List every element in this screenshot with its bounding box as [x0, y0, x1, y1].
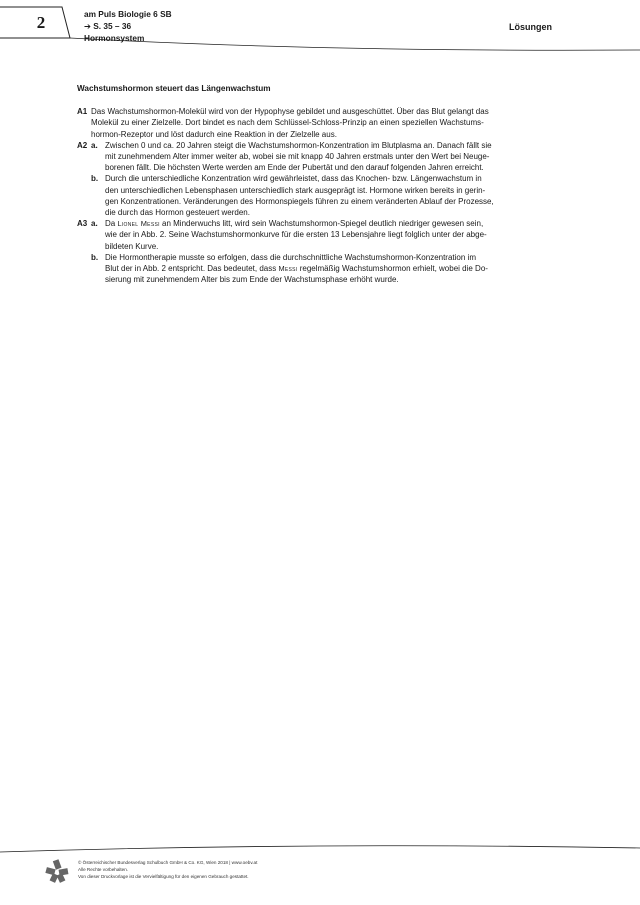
task-label: A2: [77, 140, 88, 150]
rights-line: Alle Rechte vorbehalten.: [78, 867, 129, 873]
subtask-label: b.: [91, 174, 99, 184]
topic-label: Hormonsystem: [84, 33, 145, 43]
copyright-line: © Österreichischer Bundesverlag Schulbuch GmbH & Co. KG, Wien 2018 | www.oebv.at: [78, 860, 258, 865]
book-title: am Puls Biologie 6 SB: [84, 9, 172, 19]
task-a2: [77, 140, 553, 218]
text-line: sierung mit zunehmendem Alter bis zum Ende der Wachstumsphase erhöht wurde.: [105, 275, 399, 285]
text-line: borenen fällt. Die höchsten Werte werden am Ende der Pubertät und den darauf folgenden Jahren erreicht.: [105, 163, 484, 173]
text-line: Zwischen 0 und ca. 20 Jahren steigt die Wachstumshormon-Konzentration im Blutplasma an. Danach fällt sie: [105, 140, 492, 150]
solutions-label: Lösungen: [509, 22, 552, 32]
text-line: Die Hormontherapie musste so erfolgen, dass die durchschnittliche Wachstumshormon-Konzentration im: [105, 252, 476, 262]
text-line: die durch das Hormon gesteuert werden.: [105, 208, 250, 218]
page-reference: ➔ S. 35 – 36: [84, 21, 132, 31]
copyright-notice: [78, 859, 257, 881]
footer-rule: [0, 838, 640, 858]
text-line: mit zunehmendem Alter immer weiter ab, wobei sie mit knapp 40 Jahren erstmals unter den Wert bei Neuge-: [105, 152, 490, 162]
text-line: Molekül zu einer Zielzelle. Dort bindet es nach dem Schlüssel-Schloss-Prinzip an einen speziellen Wachstums-: [91, 118, 484, 128]
text-line: wie der in Abb. 2. Seine Wachstumshormonkurve für die ersten 13 Lebensjahre liegt folglich unter der abge-: [105, 230, 487, 240]
text-line: Das Wachstumshormon-Molekül wird von der Hypophyse gebildet und ausgeschüttet. Über das Blut gelangt das: [91, 107, 489, 117]
solutions-content: [77, 83, 553, 285]
task-a1: [77, 106, 553, 140]
task-label: A1: [77, 107, 88, 117]
section-title: Wachstumshormon steuert das Längenwachstum: [77, 84, 271, 93]
person-name: Messi: [278, 264, 298, 274]
text-line: Da Lionel Messi an Minderwuchs litt, wird sein Wachstumshormon-Spiegel deutlich niedriger gewesen sein,: [105, 219, 484, 229]
text-line: hormon-Rezeptor und löst dadurch eine Reaktion in der Zielzelle aus.: [91, 129, 337, 139]
reproduction-line: Von dieser Druckvorlage ist die Vervielfältigung für den eigenen Gebrauch gestattet.: [78, 874, 249, 880]
subtask-label: a.: [91, 140, 98, 150]
publisher-logo-icon: [44, 858, 70, 884]
book-info: [84, 8, 172, 44]
text-line: Blut der in Abb. 2 entspricht. Das bedeutet, dass Messi regelmäßig Wachstumshormon erhielt, wobei die Do-: [105, 264, 488, 274]
text-line: Durch die unterschiedliche Konzentration wird gewährleistet, dass das Knochen- bzw. Längenwachstum in: [105, 174, 482, 184]
text-line: gen Konzentrationen. Veränderungen des Hormonspiegels führen zu einem veränderten Ablauf der Prozesse,: [105, 196, 494, 206]
person-name: Lionel Messi: [117, 219, 160, 229]
subtask-label: b.: [91, 252, 99, 262]
text-line: bildeten Kurve.: [105, 241, 159, 251]
task-a3: [77, 218, 553, 285]
chapter-number: 2: [36, 13, 46, 32]
text-line: den unterschiedlichen Lebensphasen unterschiedlich stark ausgeprägt ist. Hormone wirken bereits in gerin-: [105, 185, 486, 195]
task-label: A3: [77, 219, 88, 229]
subtask-label: a.: [91, 219, 98, 229]
